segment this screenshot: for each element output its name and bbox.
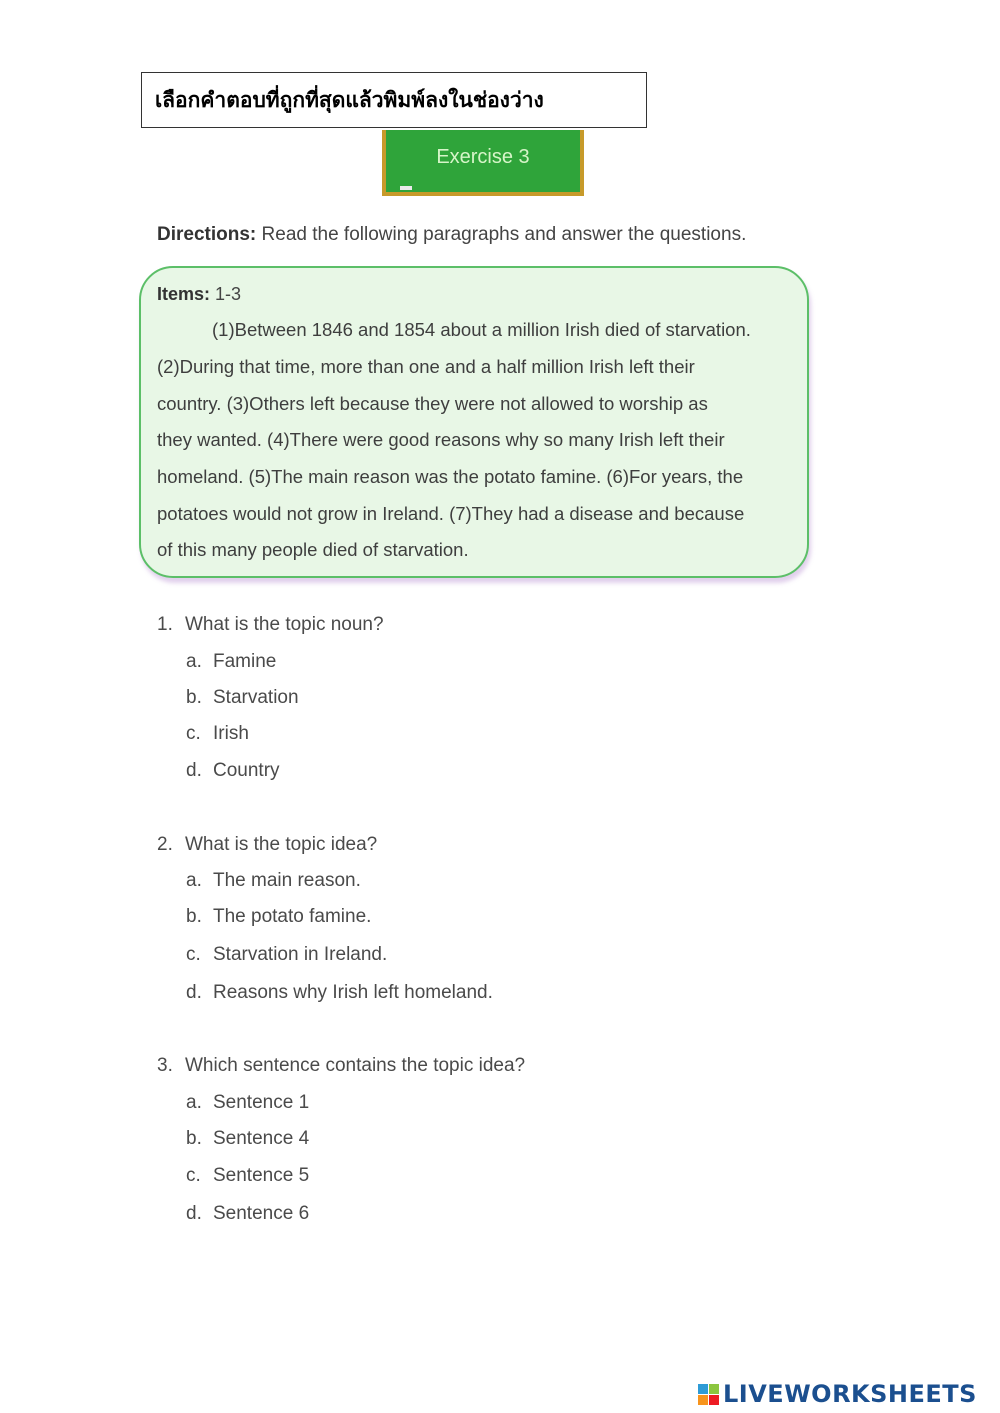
directions-label: Directions: — [157, 224, 257, 245]
option-letter: c. — [186, 1165, 201, 1186]
logo-square — [709, 1395, 719, 1405]
question-number: 2. — [157, 834, 173, 855]
items-label-text: Items: — [157, 284, 211, 304]
option-letter: d. — [186, 1203, 202, 1224]
option-letter: b. — [186, 687, 202, 708]
option-2d — [186, 982, 493, 1004]
option-1d — [186, 760, 280, 782]
liveworksheets-logo-icon — [698, 1384, 719, 1405]
question-number: 3. — [157, 1055, 173, 1076]
passage-line: (2)During that time, more than one and a half million Irish left their — [157, 356, 695, 377]
question-text: What is the topic idea? — [185, 834, 378, 855]
passage-box — [139, 266, 809, 578]
option-text: Sentence 5 — [213, 1165, 310, 1186]
option-2b — [186, 906, 371, 928]
option-3c — [186, 1165, 309, 1187]
liveworksheets-logo-text: LIVEWORKSHEETS — [723, 1380, 977, 1408]
passage-line: (1)Between 1846 and 1854 about a million Irish died of starvation. — [212, 319, 751, 340]
logo-square — [698, 1395, 708, 1405]
option-letter: d. — [186, 760, 202, 781]
option-letter: c. — [186, 723, 201, 744]
exercise-banner — [382, 130, 584, 196]
option-text: Starvation in Ireland. — [213, 944, 388, 965]
passage-line: potatoes would not grow in Ireland. (7)They had a disease and because — [157, 503, 745, 524]
question-text: Which sentence contains the topic idea? — [185, 1055, 526, 1076]
option-text: Sentence 1 — [213, 1092, 310, 1113]
option-3b — [186, 1128, 309, 1150]
instruction-text: เลือกคำตอบที่ถูกที่สุดแล้วพิมพ์ลงในช่องว่าง — [155, 87, 544, 112]
passage-line: country. (3)Others left because they were not allowed to worship as — [157, 393, 708, 414]
directions-text: Read the following paragraphs and answer the questions. — [256, 224, 747, 245]
chalk-icon — [400, 186, 412, 190]
option-2a — [186, 870, 361, 892]
option-text: Sentence 4 — [213, 1128, 310, 1149]
option-text: The main reason. — [213, 870, 361, 891]
option-letter: d. — [186, 982, 202, 1003]
option-text: Irish — [213, 723, 249, 744]
option-3a — [186, 1092, 309, 1114]
logo-square — [709, 1384, 719, 1394]
question-2 — [157, 834, 377, 856]
option-letter: a. — [186, 870, 202, 891]
option-letter: b. — [186, 906, 202, 927]
liveworksheets-logo — [698, 1380, 977, 1408]
passage-line: they wanted. (4)There were good reasons why so many Irish left their — [157, 429, 725, 450]
question-text: What is the topic noun? — [185, 614, 384, 635]
passage-line: homeland. (5)The main reason was the potato famine. (6)For years, the — [157, 466, 744, 487]
option-letter: a. — [186, 1092, 202, 1113]
option-text: Starvation — [213, 687, 299, 708]
instruction-box — [141, 72, 647, 128]
option-2c — [186, 944, 387, 966]
option-letter: a. — [186, 651, 202, 672]
option-1a — [186, 651, 276, 673]
option-1c — [186, 723, 249, 745]
option-letter: c. — [186, 944, 201, 965]
option-letter: b. — [186, 1128, 202, 1149]
items-label — [157, 284, 241, 305]
option-text: Famine — [213, 651, 277, 672]
option-text: Country — [213, 760, 280, 781]
items-range: 1-3 — [210, 284, 242, 304]
option-3d — [186, 1203, 309, 1225]
exercise-title: Exercise 3 — [436, 145, 530, 168]
passage-line: of this many people died of starvation. — [157, 539, 469, 560]
option-1b — [186, 687, 299, 709]
logo-square — [698, 1384, 708, 1394]
question-number: 1. — [157, 614, 173, 635]
option-text: The potato famine. — [213, 906, 372, 927]
directions — [157, 224, 746, 246]
question-1 — [157, 614, 384, 636]
question-3 — [157, 1055, 525, 1077]
option-text: Reasons why Irish left homeland. — [213, 982, 493, 1003]
option-text: Sentence 6 — [213, 1203, 310, 1224]
